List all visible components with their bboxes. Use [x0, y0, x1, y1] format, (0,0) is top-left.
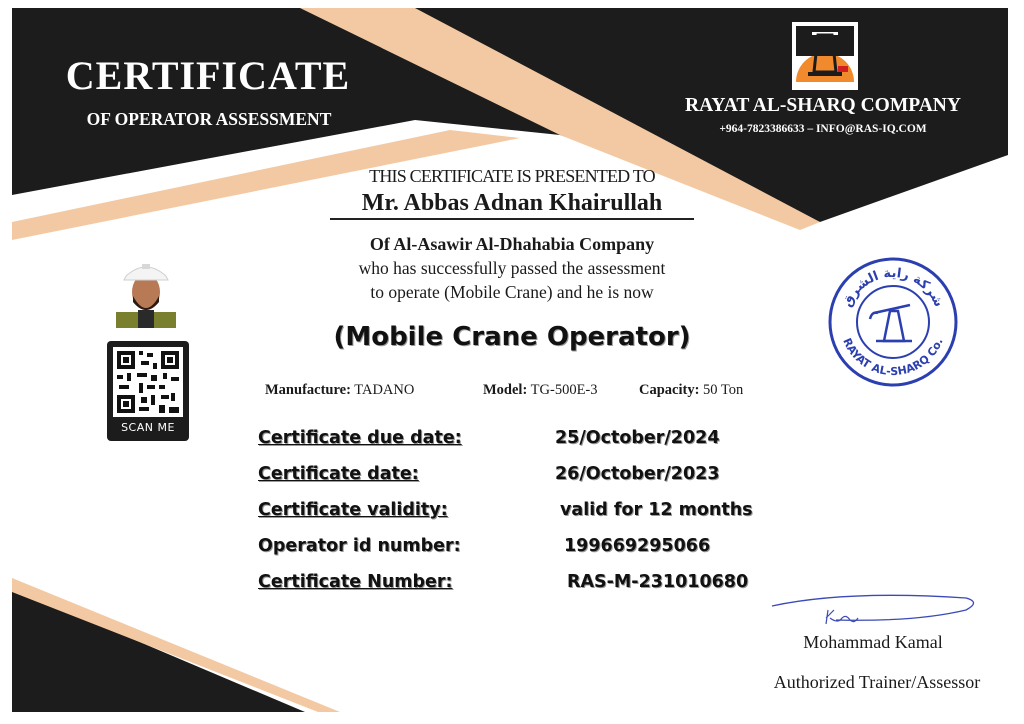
- recipient-underline: [330, 218, 694, 220]
- manufacture-value: TADANO: [354, 382, 415, 398]
- description-line-1: who has successfully passed the assessment: [358, 258, 666, 278]
- recipient-company: Of Al-Asawir Al-Dhahabia Company: [369, 234, 655, 254]
- certificate-subtitle: OF OPERATOR ASSESSMENT: [86, 109, 332, 129]
- validity-label: Certificate validity:: [258, 500, 448, 520]
- stamp-oil-pump-icon: [870, 305, 912, 341]
- validity-value: valid for 12 months: [560, 500, 753, 520]
- operator-role: (Mobile Crane Operator): [333, 322, 691, 352]
- certificate-date-label: Certificate date:: [258, 464, 419, 484]
- issuer-contact: +964-7823386633 – INFO@RAS-IQ.COM: [719, 123, 927, 135]
- handwritten-signature: [766, 588, 986, 628]
- qr-code-pattern: [113, 347, 183, 417]
- capacity-spec: [639, 382, 743, 399]
- qr-code[interactable]: [107, 341, 189, 441]
- signer-name: Mohammad Kamal: [803, 632, 943, 652]
- due-date-value: 25/October/2024: [555, 428, 720, 448]
- capacity-value: 50 Ton: [703, 382, 744, 398]
- oil-pump-logo-icon: [792, 22, 858, 90]
- model-spec: [483, 382, 598, 399]
- operator-id-value: 199669295066: [564, 536, 711, 556]
- recipient-name: Mr. Abbas Adnan Khairullah: [361, 190, 663, 216]
- operator-id-label: Operator id number:: [258, 536, 461, 556]
- certificate-date-value: 26/October/2023: [555, 464, 720, 484]
- issuer-company-name: RAYAT AL-SHARQ COMPANY: [685, 95, 961, 116]
- operator-photo: [116, 258, 176, 328]
- model-value: TG-500E-3: [530, 382, 598, 398]
- certificate-title: CERTIFICATE: [65, 53, 351, 98]
- certificate-number-value: RAS-M-231010680: [567, 572, 749, 592]
- capacity-label: Capacity:: [639, 382, 700, 398]
- description-line-2: to operate (Mobile Crane) and he is now: [370, 282, 654, 302]
- certificate-number-label: Certificate Number:: [258, 572, 453, 592]
- presented-to-text: THIS CERTIFICATE IS PRESENTED TO: [369, 166, 655, 186]
- manufacture-spec: [265, 382, 414, 399]
- due-date-label: Certificate due date:: [258, 428, 462, 448]
- company-stamp: [826, 255, 960, 389]
- scan-me-label: SCAN ME: [121, 421, 175, 434]
- manufacture-label: Manufacture:: [265, 382, 351, 398]
- stamp-english-text: RAYAT AL-SHARQ Co.: [840, 336, 946, 379]
- stamp-arabic-text: شركة راية الشرق: [840, 265, 947, 310]
- model-label: Model:: [483, 382, 528, 398]
- signer-title: Authorized Trainer/Assessor: [773, 672, 981, 692]
